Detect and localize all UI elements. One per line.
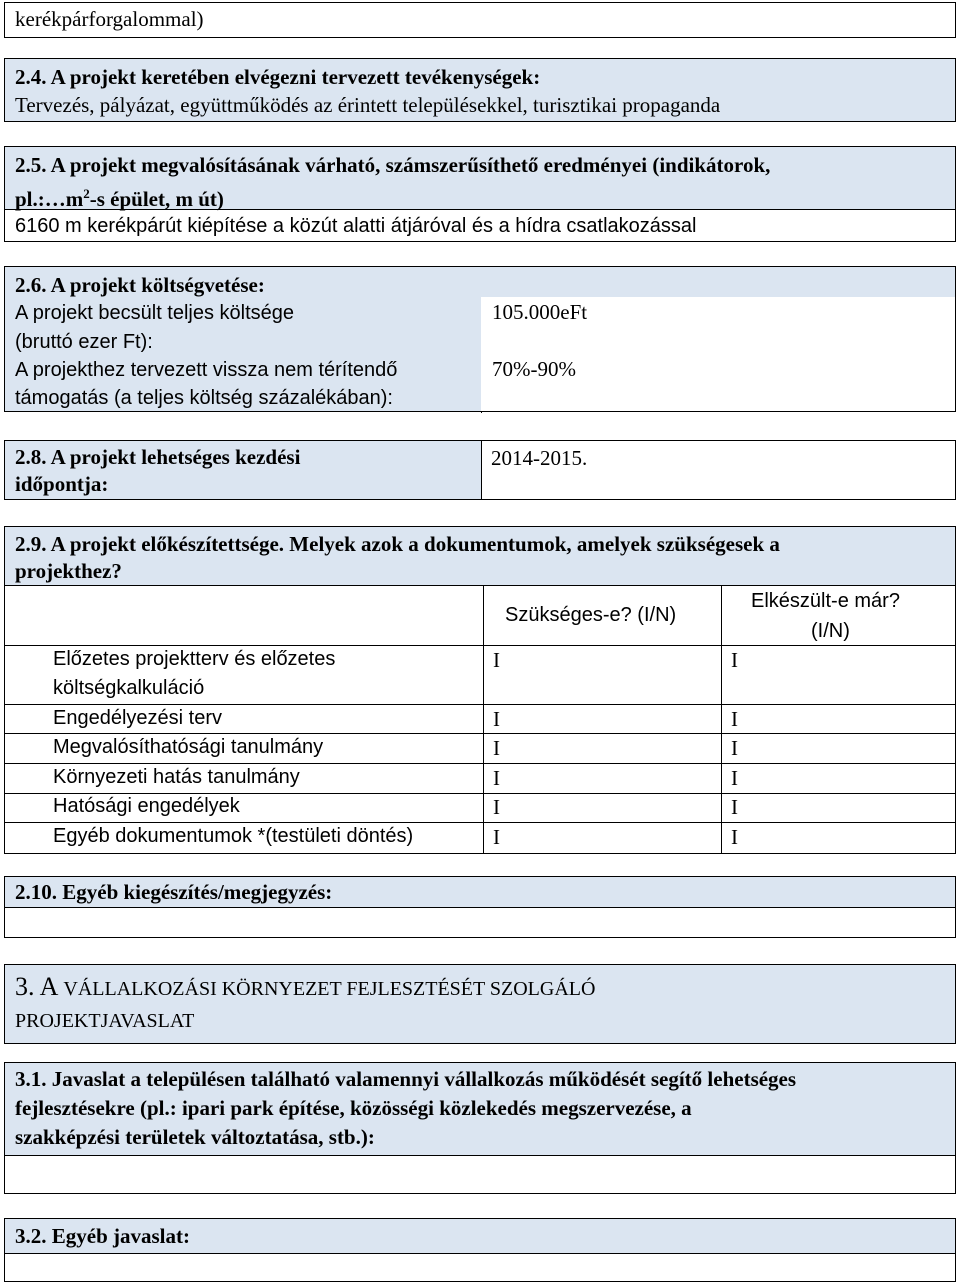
- doc-row-needed: I: [493, 825, 500, 849]
- divider: [5, 209, 955, 210]
- doc-row-ready: I: [731, 736, 738, 760]
- divider: [483, 585, 484, 853]
- section-3-title-line1: [15, 972, 595, 1004]
- section-3-title: [4, 964, 956, 1044]
- doc-row-label: Előzetes projektterv és előzetes: [53, 648, 336, 670]
- section-3-1-line2: fejlesztésekre (pl.: ipari park építése, közösségi közlekedés megszervezése, a: [15, 1096, 692, 1120]
- section-2-9: [4, 526, 956, 854]
- doc-row-label-line2: költségkalkuláció: [53, 677, 205, 699]
- superscript-2: 2: [83, 186, 90, 201]
- support-value-overlay: 70%-90%: [492, 357, 576, 381]
- doc-row-ready: I: [731, 766, 738, 790]
- divider: [721, 585, 722, 853]
- doc-row-needed: I: [493, 795, 500, 819]
- section-2-8-value: 2014-2015.: [491, 446, 588, 470]
- doc-row-ready: I: [731, 795, 738, 819]
- divider: [5, 1253, 955, 1254]
- section-3-1-line3: szakképzési területek változtatása, stb.):: [15, 1125, 375, 1149]
- doc-row-needed: I: [493, 648, 500, 672]
- divider: [5, 907, 955, 908]
- section-2-5-heading-line2-a: pl.:…m: [15, 187, 84, 211]
- section-2-4-body: Tervezés, pályázat, együttműködés az érintett településekkel, turisztikai propaganda: [15, 93, 721, 117]
- cost-value-overlay: 105.000eFt: [492, 300, 588, 324]
- section-2-10: [4, 876, 956, 938]
- col-needed-header: Szükséges-e? (I/N): [505, 604, 677, 626]
- section-2-6-heading: 2.6. A projekt költségvetése:: [15, 273, 265, 297]
- section-2-5-body: 6160 m kerékpárút kiépítése a közút alatti átjáróval és a hídra csatlakozással: [15, 215, 697, 237]
- cost-label-line2: (bruttó ezer Ft):: [15, 331, 153, 353]
- section-2-4: [4, 58, 956, 122]
- doc-row-label: Környezeti hatás tanulmány: [53, 766, 300, 788]
- section-2-8-heading-line1: 2.8. A projekt lehetséges kezdési: [15, 445, 301, 469]
- divider: [481, 441, 482, 499]
- divider: [5, 585, 955, 586]
- section-3-number: 3. A: [15, 972, 64, 1001]
- doc-row-ready: I: [731, 825, 738, 849]
- divider: [5, 1155, 955, 1156]
- section-3-2: [4, 1218, 956, 1282]
- section-2-8: [4, 440, 956, 500]
- section-3-1-line1: 3.1. Javaslat a településen található valamennyi vállalkozás működését segítő lehetséges: [15, 1067, 797, 1091]
- doc-row-label: Megvalósíthatósági tanulmány: [53, 736, 324, 758]
- section-3-title-text: VÁLLALKOZÁSI KÖRNYEZET FEJLESZTÉSÉT SZOLGÁLÓ: [63, 978, 596, 1000]
- doc-row-label: Hatósági engedélyek: [53, 795, 240, 817]
- continuation-box: [4, 2, 956, 38]
- cost-label-line1: A projekt becsült teljes költsége: [15, 302, 295, 324]
- doc-row-needed: I: [493, 736, 500, 760]
- continuation-text: kerékpárforgalommal): [15, 7, 204, 31]
- col-ready-header-line2: (I/N): [811, 620, 850, 642]
- col-ready-header-line1: Elkészült-e már?: [751, 590, 900, 612]
- section-2-9-heading-line1: 2.9. A projekt előkészítettsége. Melyek azok a dokumentumok, amelyek szükségesek a: [15, 532, 780, 556]
- section-2-5-heading-line1: 2.5. A projekt megvalósításának várható, számszerűsíthető eredményei (indikátorok,: [15, 153, 771, 177]
- doc-row-ready: I: [731, 707, 738, 731]
- doc-row-ready: I: [731, 648, 738, 672]
- doc-row-label: Engedélyezési terv: [53, 707, 222, 729]
- support-label-line2: támogatás (a teljes költség százalékában):: [15, 387, 393, 409]
- section-2-9-heading-line2: projekthez?: [15, 559, 122, 583]
- section-2-4-heading: 2.4. A projekt keretében elvégezni tervezett tevékenységek:: [15, 65, 541, 89]
- section-3-title-line2: PROJEKTJAVASLAT: [15, 1010, 195, 1032]
- section-2-8-heading-line2: időpontja:: [15, 472, 109, 496]
- support-label-line1: A projekthez tervezett vissza nem térítendő: [15, 359, 398, 381]
- doc-row-needed: I: [493, 707, 500, 731]
- doc-row-needed: I: [493, 766, 500, 790]
- section-3-2-heading: 3.2. Egyéb javaslat:: [15, 1224, 190, 1248]
- section-2-10-heading: 2.10. Egyéb kiegészítés/megjegyzés:: [15, 880, 333, 904]
- doc-row-label: Egyéb dokumentumok *(testületi döntés): [53, 825, 414, 847]
- section-2-5: [4, 146, 956, 242]
- section-2-5-heading-line2-b: -s épület, m út): [89, 187, 224, 211]
- section-3-1: [4, 1062, 956, 1194]
